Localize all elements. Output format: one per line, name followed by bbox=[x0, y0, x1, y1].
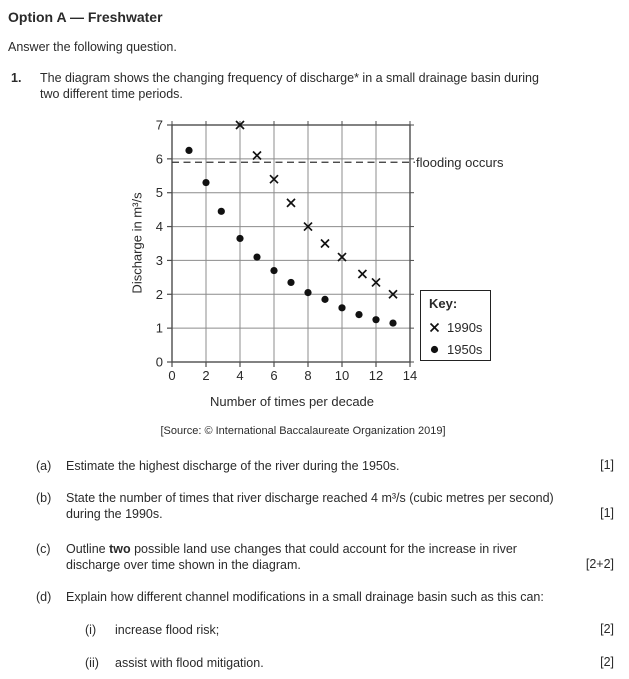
key-title: Key: bbox=[429, 296, 458, 311]
part-c-mark: [2+2] bbox=[585, 557, 614, 571]
part-c-text bbox=[66, 541, 517, 573]
y-axis-title: Discharge in m³/s bbox=[129, 192, 145, 294]
part-d-ii-text: assist with flood mitigation. bbox=[115, 656, 264, 670]
part-d-i-label: (i) bbox=[85, 623, 97, 637]
part-c-line2: discharge over time shown in the diagram. bbox=[66, 558, 301, 572]
key-label-1990s: 1990s bbox=[447, 319, 483, 335]
key-row-1990s bbox=[429, 316, 490, 338]
cross-marker-icon bbox=[429, 322, 440, 333]
part-a-mark: [1] bbox=[600, 458, 614, 472]
part-b-mark: [1] bbox=[600, 506, 614, 520]
part-c-line1: Outline two possible land use changes that could account for the increase in river bbox=[66, 542, 517, 556]
svg-text:4: 4 bbox=[155, 219, 163, 235]
part-a-text: Estimate the highest discharge of the river during the 1950s. bbox=[66, 459, 400, 473]
question-intro-line1: The diagram shows the changing frequency of discharge* in a small drainage basin during bbox=[40, 71, 539, 85]
section-title: Option A — Freshwater bbox=[8, 9, 163, 25]
svg-text:2: 2 bbox=[155, 286, 163, 302]
svg-text:14: 14 bbox=[402, 368, 418, 383]
svg-text:12: 12 bbox=[368, 368, 384, 383]
part-a-label: (a) bbox=[36, 459, 52, 473]
part-d-ii-label: (ii) bbox=[85, 656, 99, 670]
part-d-ii-mark: [2] bbox=[600, 655, 614, 669]
part-c-bold-word: two bbox=[109, 542, 131, 556]
svg-text:4: 4 bbox=[236, 368, 244, 383]
part-b-label: (b) bbox=[36, 491, 52, 505]
svg-text:10: 10 bbox=[334, 368, 350, 383]
question-intro bbox=[40, 70, 539, 102]
x-axis-title: Number of times per decade bbox=[209, 394, 375, 409]
part-b-line2: during the 1990s. bbox=[66, 507, 163, 521]
part-d-label: (d) bbox=[36, 590, 52, 604]
svg-text:8: 8 bbox=[304, 368, 312, 383]
instruction-text: Answer the following question. bbox=[8, 40, 177, 54]
svg-text:7: 7 bbox=[155, 118, 163, 133]
dot-marker-icon bbox=[429, 344, 440, 355]
svg-text:5: 5 bbox=[155, 185, 163, 201]
chart-key bbox=[420, 290, 491, 361]
svg-text:3: 3 bbox=[155, 252, 163, 268]
svg-text:1: 1 bbox=[155, 320, 163, 336]
part-b-line1: State the number of times that river discharge reached 4 m³/s (cubic metres per second) bbox=[66, 491, 554, 505]
part-c-label: (c) bbox=[36, 542, 51, 556]
part-d-i-mark: [2] bbox=[600, 622, 614, 636]
svg-text:0: 0 bbox=[168, 368, 176, 383]
part-b-text bbox=[66, 490, 554, 522]
svg-text:6: 6 bbox=[155, 151, 163, 167]
flood-line-label: flooding occurs bbox=[416, 155, 504, 170]
question-number: 1. bbox=[11, 71, 22, 85]
part-d-i-text: increase flood risk; bbox=[115, 623, 220, 637]
key-row-1950s bbox=[429, 338, 490, 360]
svg-text:2: 2 bbox=[202, 368, 210, 383]
svg-text:6: 6 bbox=[270, 368, 278, 383]
question-intro-line2: two different time periods. bbox=[40, 87, 183, 101]
source-caption: [Source: © International Baccalaureate Organization 2019] bbox=[160, 425, 446, 437]
key-label-1950s: 1950s bbox=[447, 341, 483, 357]
part-d-text: Explain how different channel modifications in a small drainage basin such as this can: bbox=[66, 590, 544, 604]
svg-text:0: 0 bbox=[155, 354, 163, 370]
